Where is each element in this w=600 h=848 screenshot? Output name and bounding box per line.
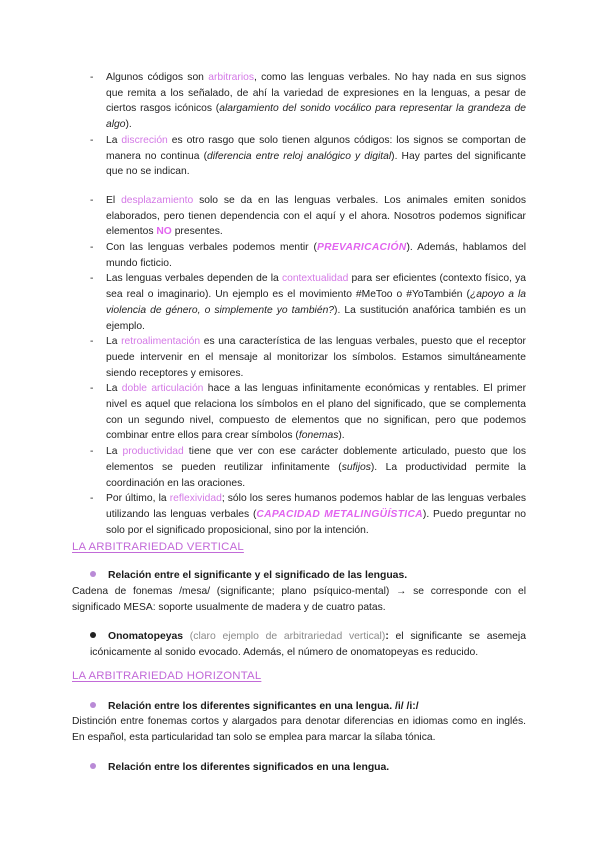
bullet-item bbox=[90, 762, 389, 773]
highlight-strong: CAPACIDAD METALINGÜÍSTICA bbox=[256, 508, 423, 520]
dash-marker: - bbox=[90, 134, 94, 146]
text: El bbox=[106, 194, 122, 206]
list-item bbox=[90, 381, 526, 444]
text: Las lenguas verbales dependen de la bbox=[106, 273, 282, 285]
bullet-gray-note: (claro ejemplo de arbitrariedad vertical) bbox=[183, 631, 386, 642]
highlight-term: desplazamiento bbox=[121, 194, 194, 206]
text: Por último, la bbox=[106, 493, 170, 505]
text: La bbox=[106, 383, 122, 395]
text: es otro rasgo que solo tienen algunos códigos: los signos se comportan de manera no continua ( bbox=[106, 134, 527, 162]
bullet-text: el significante se asemeja icónicamente al sonido evocado. Además, el número de onomatopeyas es reducido. bbox=[90, 631, 526, 658]
text: es una característica de las lenguas verbales, puesto que el receptor puede intervenir en el mensaje al monitorizar los símbolos. Estamos simultáneamente siendo receptores y emisores. bbox=[106, 336, 526, 379]
dash-marker: - bbox=[90, 446, 94, 458]
highlight-term: retroalimentación bbox=[121, 336, 201, 348]
text: ). Puedo preguntar no solo por el significado proposicional, sino por la intención. bbox=[106, 508, 526, 536]
bullet-dot-icon bbox=[90, 571, 96, 577]
emphasis-no: NO bbox=[156, 226, 172, 238]
bullet-item bbox=[90, 701, 419, 712]
text: La bbox=[106, 446, 123, 458]
list-item bbox=[90, 271, 526, 334]
dash-marker: - bbox=[90, 493, 94, 505]
dash-marker: - bbox=[90, 194, 94, 206]
text: ; sólo los seres humanos podemos hablar de las lenguas verbales utilizando las lenguas verbales ( bbox=[106, 493, 526, 520]
italic-example: sufijos bbox=[341, 461, 371, 473]
italic-example: ¿apoyo a la violencia de género, o simplemente yo también? bbox=[106, 289, 526, 316]
list-item bbox=[90, 491, 526, 538]
list-item bbox=[90, 70, 526, 133]
highlight-term: reflexividad bbox=[169, 493, 222, 505]
highlight-term: contextualidad bbox=[281, 273, 349, 285]
list-item bbox=[90, 444, 526, 491]
dash-marker: - bbox=[90, 336, 94, 348]
spacer bbox=[90, 180, 526, 193]
bullet-dot-icon bbox=[90, 763, 96, 769]
text: Algunos códigos son bbox=[106, 72, 209, 83]
highlight-term: productividad bbox=[122, 446, 184, 458]
text: La bbox=[106, 336, 122, 348]
text: ). Además, hablamos del mundo ficticio. bbox=[106, 242, 527, 269]
text: ). La productividad permite la coordinación en las oraciones. bbox=[106, 461, 526, 489]
dash-marker: - bbox=[90, 242, 94, 254]
text: para ser eficientes (contexto físico, ya sea real o imaginario). Un ejemplo es el movimiento #MeToo o #YoTambién ( bbox=[106, 273, 526, 301]
italic-example: alargamiento del sonido vocálico para representar la grandeza de algo bbox=[106, 103, 527, 131]
list-item bbox=[90, 193, 526, 240]
text: ). La sustitución anafórica también es un ejemplo. bbox=[106, 304, 526, 332]
paragraph: Cadena de fonemas /mesa/ (significante; plano psíquico-mental) → se corresponde con el significado MESA: soporte usualmente de madera y de cuatro patas. bbox=[72, 586, 526, 613]
bullet-text: Relación entre el significante y el significado de las lenguas. bbox=[108, 570, 408, 581]
features-list bbox=[90, 70, 526, 538]
paragraph: Distinción entre fonemas cortos y alargados para denotar diferencias en idiomas como en inglés. En español, esta particularidad tan solo se emplea para marcar la sílaba tónica. bbox=[72, 716, 526, 743]
highlight-term: discreción bbox=[121, 134, 168, 146]
section-title-vertical: LA ARBITRARIEDAD VERTICAL bbox=[72, 541, 244, 553]
bullet-text: Relación entre los diferentes significantes en una lengua. /i/ /i:/ bbox=[108, 701, 419, 712]
bullet-bold-term: Onomatopeyas bbox=[108, 631, 184, 642]
section-title-horizontal: LA ARBITRARIEDAD HORIZONTAL bbox=[72, 670, 262, 682]
list-item bbox=[90, 133, 526, 180]
dash-marker: - bbox=[90, 383, 94, 395]
text: presentes. bbox=[171, 226, 223, 238]
text: solo se da en las lenguas verbales. Los animales emiten sonidos elaborados, pero tienen dependencia con el aquí y el ahora. Nosotros podemos significar elementos bbox=[106, 194, 526, 238]
text: tiene que ver con ese carácter doblemente articulado, puesto que los elementos se pueden reutilizar infinitamente ( bbox=[106, 446, 526, 473]
text: hace a las lenguas infinitamente económicas y rentables. El primer nivel es aquel que relaciona los símbolos en el plano del significado, que se complementa con un segundo nivel, compuesto de elementos que no significan, pero que podemos combinar entre ellos para crear símbolos ( bbox=[106, 383, 527, 442]
highlight-term: doble articulación bbox=[121, 383, 204, 395]
list-item bbox=[90, 334, 526, 381]
italic-example: fonemas bbox=[298, 430, 339, 442]
dash-marker: - bbox=[90, 273, 94, 285]
bullet-colon: : bbox=[385, 631, 389, 642]
bullet-item bbox=[90, 570, 407, 581]
text: La bbox=[106, 134, 122, 146]
bullet-dot-icon bbox=[90, 702, 96, 708]
text: ). Hay partes del significante que no se indican. bbox=[106, 150, 527, 178]
highlight-strong: PREVARICACIÓN bbox=[316, 242, 407, 254]
bullet-item bbox=[90, 629, 526, 661]
text: , como las lenguas verbales. No hay nada en sus signos que remita a los señalado, de ahí la variedad de expresiones en la lenguas, a pesar de ciertos rasgos icónicos ( bbox=[106, 72, 526, 115]
highlight-term: arbitrarios bbox=[208, 72, 254, 83]
bullet-text: Relación entre los diferentes significados en una lengua. bbox=[108, 762, 390, 773]
italic-example: diferencia entre reloj analógico y digital bbox=[207, 150, 392, 162]
text: ). bbox=[125, 119, 132, 131]
bullet-dot-icon bbox=[90, 632, 96, 638]
dash-marker: - bbox=[90, 72, 94, 83]
text: ). bbox=[338, 430, 345, 442]
list-item bbox=[90, 240, 526, 271]
text: Con las lenguas verbales podemos mentir ( bbox=[106, 242, 317, 254]
